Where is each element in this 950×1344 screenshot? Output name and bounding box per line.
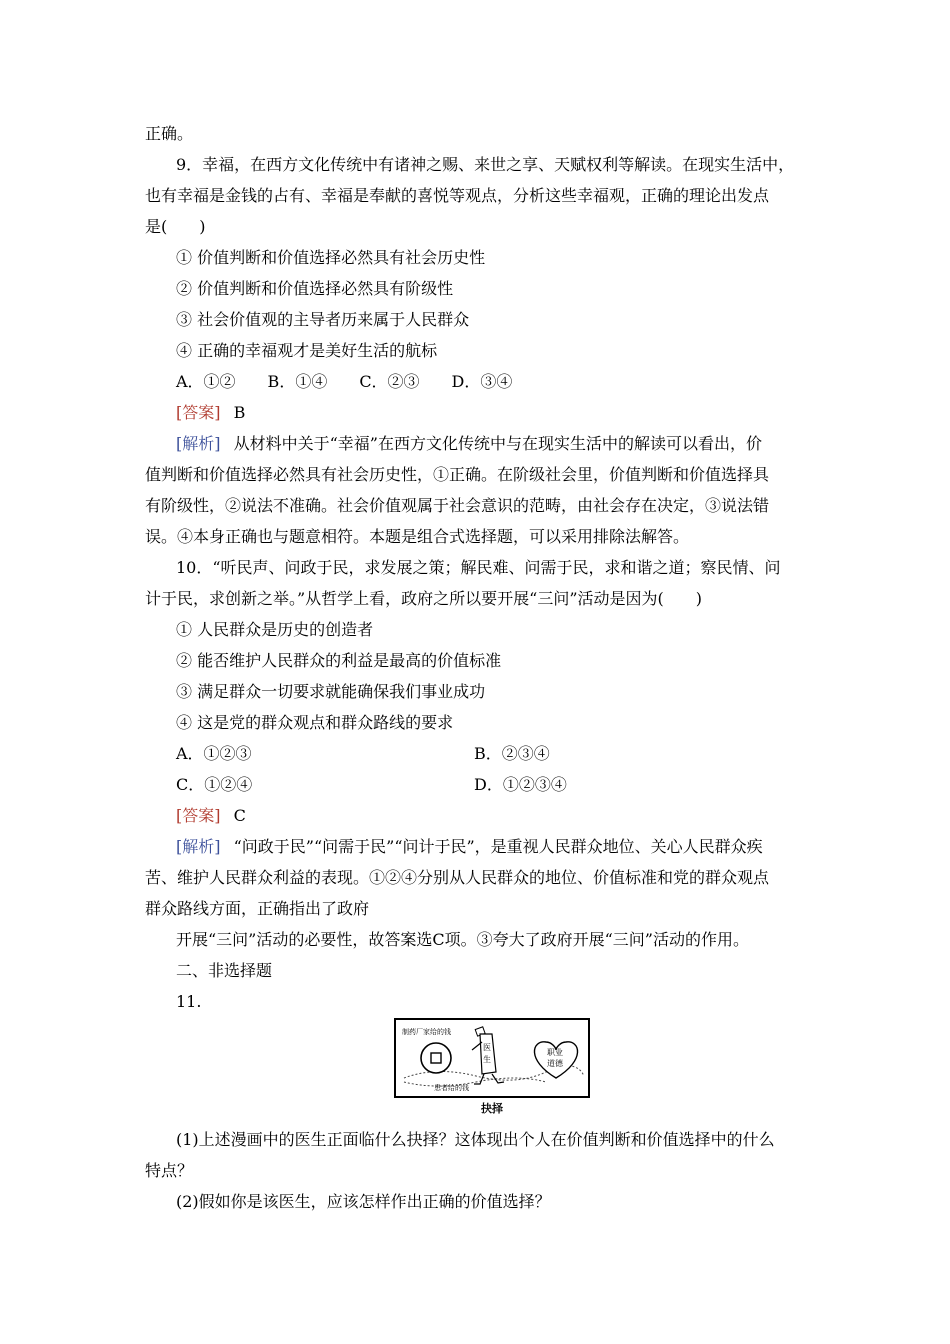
analysis-line	[176, 837, 763, 857]
analysis-tag: [解析]	[176, 837, 221, 856]
doctor-coat-icon	[480, 1034, 496, 1074]
text-line: 群众路线方面，正确指出了政府	[145, 899, 370, 918]
analysis-text: 从材料中关于“幸福”在西方文化传统中与在现实生活中的解读可以看出，价	[233, 434, 762, 453]
answer-value: C	[233, 806, 246, 825]
text-line: 苦、维护人民群众利益的表现。①②④分别从人民群众的地位、价值标准和党的群众观点	[145, 868, 770, 887]
heart-label: 职业	[547, 1048, 563, 1057]
text-line: 特点？	[145, 1161, 194, 1180]
label-manufacturer-money: 制药厂家给的钱	[402, 1028, 451, 1036]
option-item: ② 价值判断和价值选择必然具有阶级性	[176, 279, 454, 298]
answer-tag: [答案]	[176, 403, 221, 422]
option-item: ③ 社会价值观的主导者历来属于人民群众	[176, 310, 470, 329]
text-line: 计于民，求创新之举。”从哲学上看，政府之所以要开展“三问”活动是因为( )	[145, 589, 703, 608]
heart-label: 道德	[547, 1059, 563, 1068]
label-patient-money: 患者给的钱	[434, 1084, 469, 1092]
doctor-label: 生	[483, 1055, 491, 1064]
choice-a: A．①②③	[176, 744, 252, 763]
choice-c: C．①②④	[176, 775, 253, 794]
text-line: 值判断和价值选择必然具有社会历史性，①正确。在阶级社会里，价值判断和价值选择具	[145, 465, 770, 484]
text-line: 开展“三问”活动的必要性，故答案选C项。③夸大了政府开展“三问”活动的作用。	[176, 930, 749, 949]
cartoon-caption: 抉择	[481, 1102, 503, 1115]
question-11-part-2: (2)假如你是该医生，应该怎样作出正确的价值选择？	[176, 1192, 551, 1211]
text-line: 有阶级性，②说法不准确。社会价值观属于社会意识的范畴，由社会存在决定，③说法错	[145, 496, 770, 515]
option-item: ① 价值判断和价值选择必然具有社会历史性	[176, 248, 486, 267]
question-11-number: 11.	[176, 992, 202, 1011]
coin-hole	[431, 1053, 441, 1063]
option-item: ④ 正确的幸福观才是美好生活的航标	[176, 341, 438, 360]
option-item: ④ 这是党的群众观点和群众路线的要求	[176, 713, 454, 732]
text-line: 也有幸福是金钱的占有、幸福是奉献的喜悦等观点，分析这些幸福观，正确的理论出发点	[145, 186, 770, 205]
answer-line	[176, 403, 245, 423]
question-11-part-1: (1)上述漫画中的医生正面临什么抉择？这体现出个人在价值判断和价值选择中的什么	[176, 1130, 775, 1149]
doctor-label: 医	[483, 1043, 491, 1052]
text-line: 是( )	[145, 217, 206, 236]
question-9-stem: 9．幸福，在西方文化传统中有诸神之赐、来世之享、天赋权利等解读。在现实生活中，	[176, 155, 795, 174]
option-item: ③ 满足群众一切要求就能确保我们事业成功	[176, 682, 486, 701]
option-item: ② 能否维护人民群众的利益是最高的价值标准	[176, 651, 502, 670]
analysis-text: “问政于民”“问需于民”“问计于民”，是重视人民群众地位、关心人民群众疾	[233, 837, 763, 856]
analysis-line	[176, 434, 762, 454]
option-item: ① 人民群众是历史的创造者	[176, 620, 374, 639]
text-line: 误。④本身正确也与题意相符。本题是组合式选择题，可以采用排除法解答。	[145, 527, 690, 546]
answer-value: B	[233, 403, 246, 422]
question-10-stem: 10．“听民声、问政于民，求发展之策；解民难、问需于民，求和谐之道；察民情、问	[176, 558, 781, 577]
cartoon-illustration	[396, 1020, 588, 1096]
text-line: 正确。	[145, 124, 194, 143]
choice-d: D．①②③④	[474, 775, 567, 794]
path-line	[404, 1078, 546, 1086]
choices-row: A．①② B．①④ C．②③ D．③④	[176, 372, 513, 391]
answer-tag: [答案]	[176, 806, 221, 825]
answer-line	[176, 806, 246, 826]
choice-b: B．②③④	[474, 744, 550, 763]
section-heading: 二、非选择题	[176, 961, 273, 980]
cartoon-figure	[394, 1018, 590, 1098]
analysis-tag: [解析]	[176, 434, 221, 453]
